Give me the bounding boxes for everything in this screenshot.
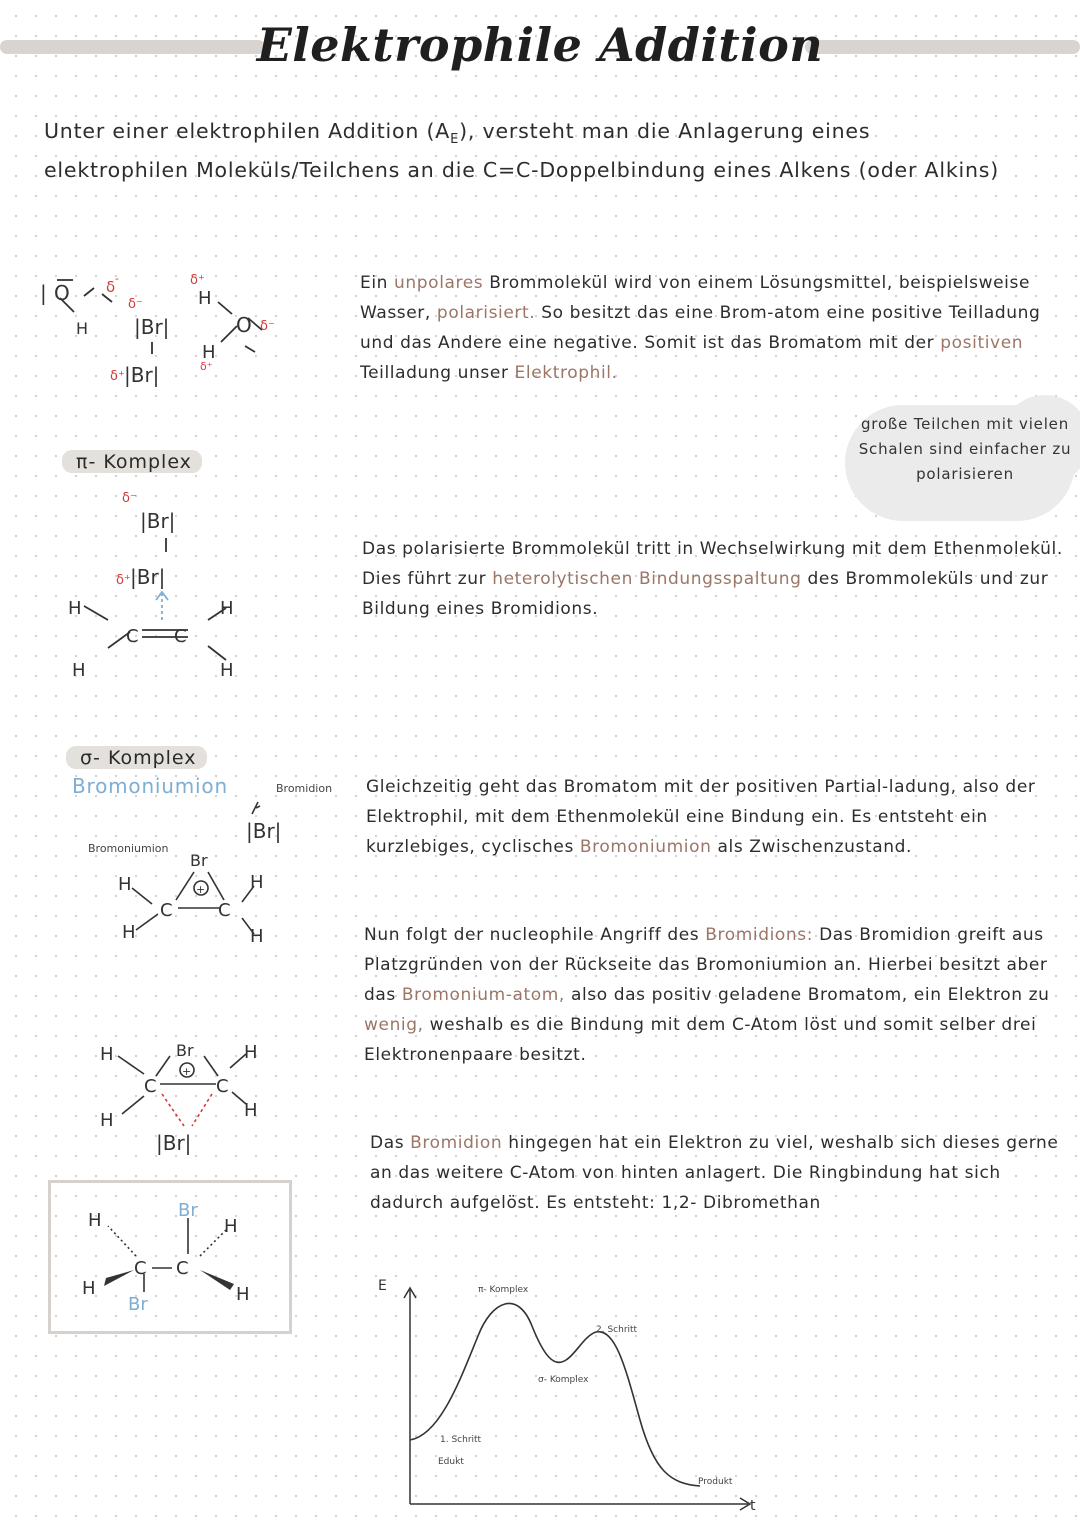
svg-text:H: H <box>100 1110 114 1131</box>
pi-complex-curve-label: π- Komplex <box>478 1285 529 1295</box>
svg-text:δ⁻: δ⁻ <box>128 297 143 312</box>
bromonium-ion-diagram <box>80 796 320 956</box>
svg-text:|Br|: |Br| <box>130 565 166 589</box>
step2-label: 2. Schritt <box>596 1325 638 1335</box>
svg-text:H: H <box>244 1100 258 1121</box>
bromonium-formation-paragraph: Gleichzeitig geht das Bromatom mit der positiven Partial-ladung, also der Elektrophil, mit dem Ethenmolekül eine Bindung ein. Es entsteht ein kurzlebiges, cyclisches Bromoniumion als Zwischenzustand. <box>366 777 1036 857</box>
svg-text:δ⁺: δ⁺ <box>116 573 131 588</box>
svg-text:C: C <box>176 1258 189 1279</box>
svg-text:Br: Br <box>190 851 208 870</box>
svg-text:O: O <box>54 281 70 305</box>
svg-text:|Br|: |Br| <box>124 363 160 387</box>
backside-attack-diagram <box>96 1030 296 1170</box>
svg-text:|Br|: |Br| <box>246 819 282 843</box>
svg-text:H: H <box>72 660 86 680</box>
intro-paragraph: Unter einer elektrophilen Addition $(A_E)$, versteht man die Anlagerung eines elektrophilen Moleküls/Teilchens an die C=C-Doppelbindung eines Alkens (oder Alkins) <box>44 119 1000 183</box>
svg-text:H: H <box>118 874 132 895</box>
x-axis-label: t <box>750 1498 756 1514</box>
svg-text:H: H <box>220 598 234 619</box>
pi-complex-diagram <box>60 480 260 680</box>
svg-text:C: C <box>126 626 139 647</box>
bromoniumion-label: Bromoniumion <box>72 774 228 798</box>
svg-text:H: H <box>198 288 212 309</box>
svg-text:δ⁺: δ⁺ <box>110 369 125 384</box>
svg-text:H: H <box>82 1278 96 1299</box>
cloud-note-text: große Teilchen mit vielen Schalen sind einfacher zu polarisieren <box>858 415 1072 483</box>
svg-text:O: O <box>236 313 252 337</box>
svg-text:H: H <box>68 598 82 619</box>
polarised-bromine-diagram <box>40 268 290 398</box>
y-axis-label: E <box>378 1278 387 1294</box>
nucleophile-attack-paragraph: Nun folgt der nucleophile Angriff des Bromidions: Das Bromidion greift aus Platzgründen von der Rückseite das Bromoniumion an. Hierbei besitzt aber das Bromonium-atom, also das positiv geladene Bromatom, ein Elektron zu wenig, weshalb es die Bindung mit dem C-Atom löst und somit selber drei Elektronenpaare besitzt. <box>364 925 1050 1065</box>
interaction-paragraph: Das polarisierte Brommolekül tritt in Wechselwirkung mit dem Ethenmolekül. Dies führt zur heterolytischen Bindungsspaltung des Brommoleküls und zur Bildung eines Bromidions. <box>362 539 1063 619</box>
pi-complex-label: π- Komplex <box>62 450 202 473</box>
svg-text:H: H <box>236 1284 250 1305</box>
svg-text:+: + <box>196 883 206 896</box>
svg-text:C: C <box>216 1076 229 1097</box>
svg-text:δ⁻: δ⁻ <box>122 491 137 506</box>
svg-text:C: C <box>174 626 187 647</box>
product-paragraph: Das Bromidion hingegen hat ein Elektron zu viel, weshalb sich dieses gerne an das weitere C-Atom von hinten anlagert. Die Ringbindung hat sich dadurch aufgelöst. Es entsteht: 1,2- Dibromethan <box>370 1133 1059 1213</box>
sigma-complex-curve-label: σ- Komplex <box>538 1375 589 1385</box>
step1-label: 1. Schritt <box>440 1435 482 1445</box>
product-label: Produkt <box>698 1477 733 1487</box>
svg-text:H: H <box>224 1216 238 1237</box>
page-title: Elektrophile Addition <box>256 18 824 72</box>
svg-text:Br: Br <box>128 1294 148 1315</box>
svg-text:Br: Br <box>176 1041 194 1060</box>
svg-text:δ⁺: δ⁺ <box>200 360 213 373</box>
svg-text:+: + <box>182 1065 192 1078</box>
svg-text:H: H <box>250 872 264 893</box>
bromidion-annotation: Bromidion <box>276 782 333 795</box>
sigma-complex-label: σ- Komplex <box>66 746 207 769</box>
svg-text:H: H <box>100 1044 114 1065</box>
svg-text:δ: δ <box>106 278 116 296</box>
svg-text:δ⁻: δ⁻ <box>260 319 275 334</box>
svg-text:H: H <box>88 1210 102 1231</box>
educt-label: Edukt <box>438 1457 464 1467</box>
svg-text:-: - <box>115 272 119 285</box>
svg-text:H: H <box>220 660 234 680</box>
svg-text:H: H <box>250 926 264 947</box>
svg-text:|: | <box>40 281 47 305</box>
svg-text:Br: Br <box>178 1200 198 1221</box>
svg-text:C: C <box>218 900 231 921</box>
svg-text:H: H <box>76 319 89 338</box>
svg-text:H: H <box>244 1042 258 1063</box>
svg-text:C: C <box>134 1258 147 1279</box>
svg-text:δ⁺: δ⁺ <box>190 273 205 288</box>
dibromethane-diagram <box>60 1190 280 1320</box>
title-underline-left <box>0 40 265 54</box>
polarisation-paragraph: Ein unpolares Brommolekül wird von einem Lösungsmittel, beispielsweise Wasser, polarisiert. So besitzt das eine Brom-atom eine positive Teilladung und das Andere eine negative. Somit ist das Bromatom mit der positiven Teilladung unser Elektrophil. <box>360 273 1041 383</box>
svg-text:C: C <box>144 1076 157 1097</box>
svg-text:|Br|: |Br| <box>156 1131 192 1155</box>
energy-diagram <box>370 1270 790 1520</box>
svg-text:C: C <box>160 900 173 921</box>
svg-text:H: H <box>122 922 136 943</box>
svg-text:H: H <box>202 342 216 363</box>
svg-text:|Br|: |Br| <box>140 509 176 533</box>
svg-text:|Br|: |Br| <box>134 315 170 339</box>
bromoniumion-annotation: Bromoniumion <box>88 842 169 855</box>
